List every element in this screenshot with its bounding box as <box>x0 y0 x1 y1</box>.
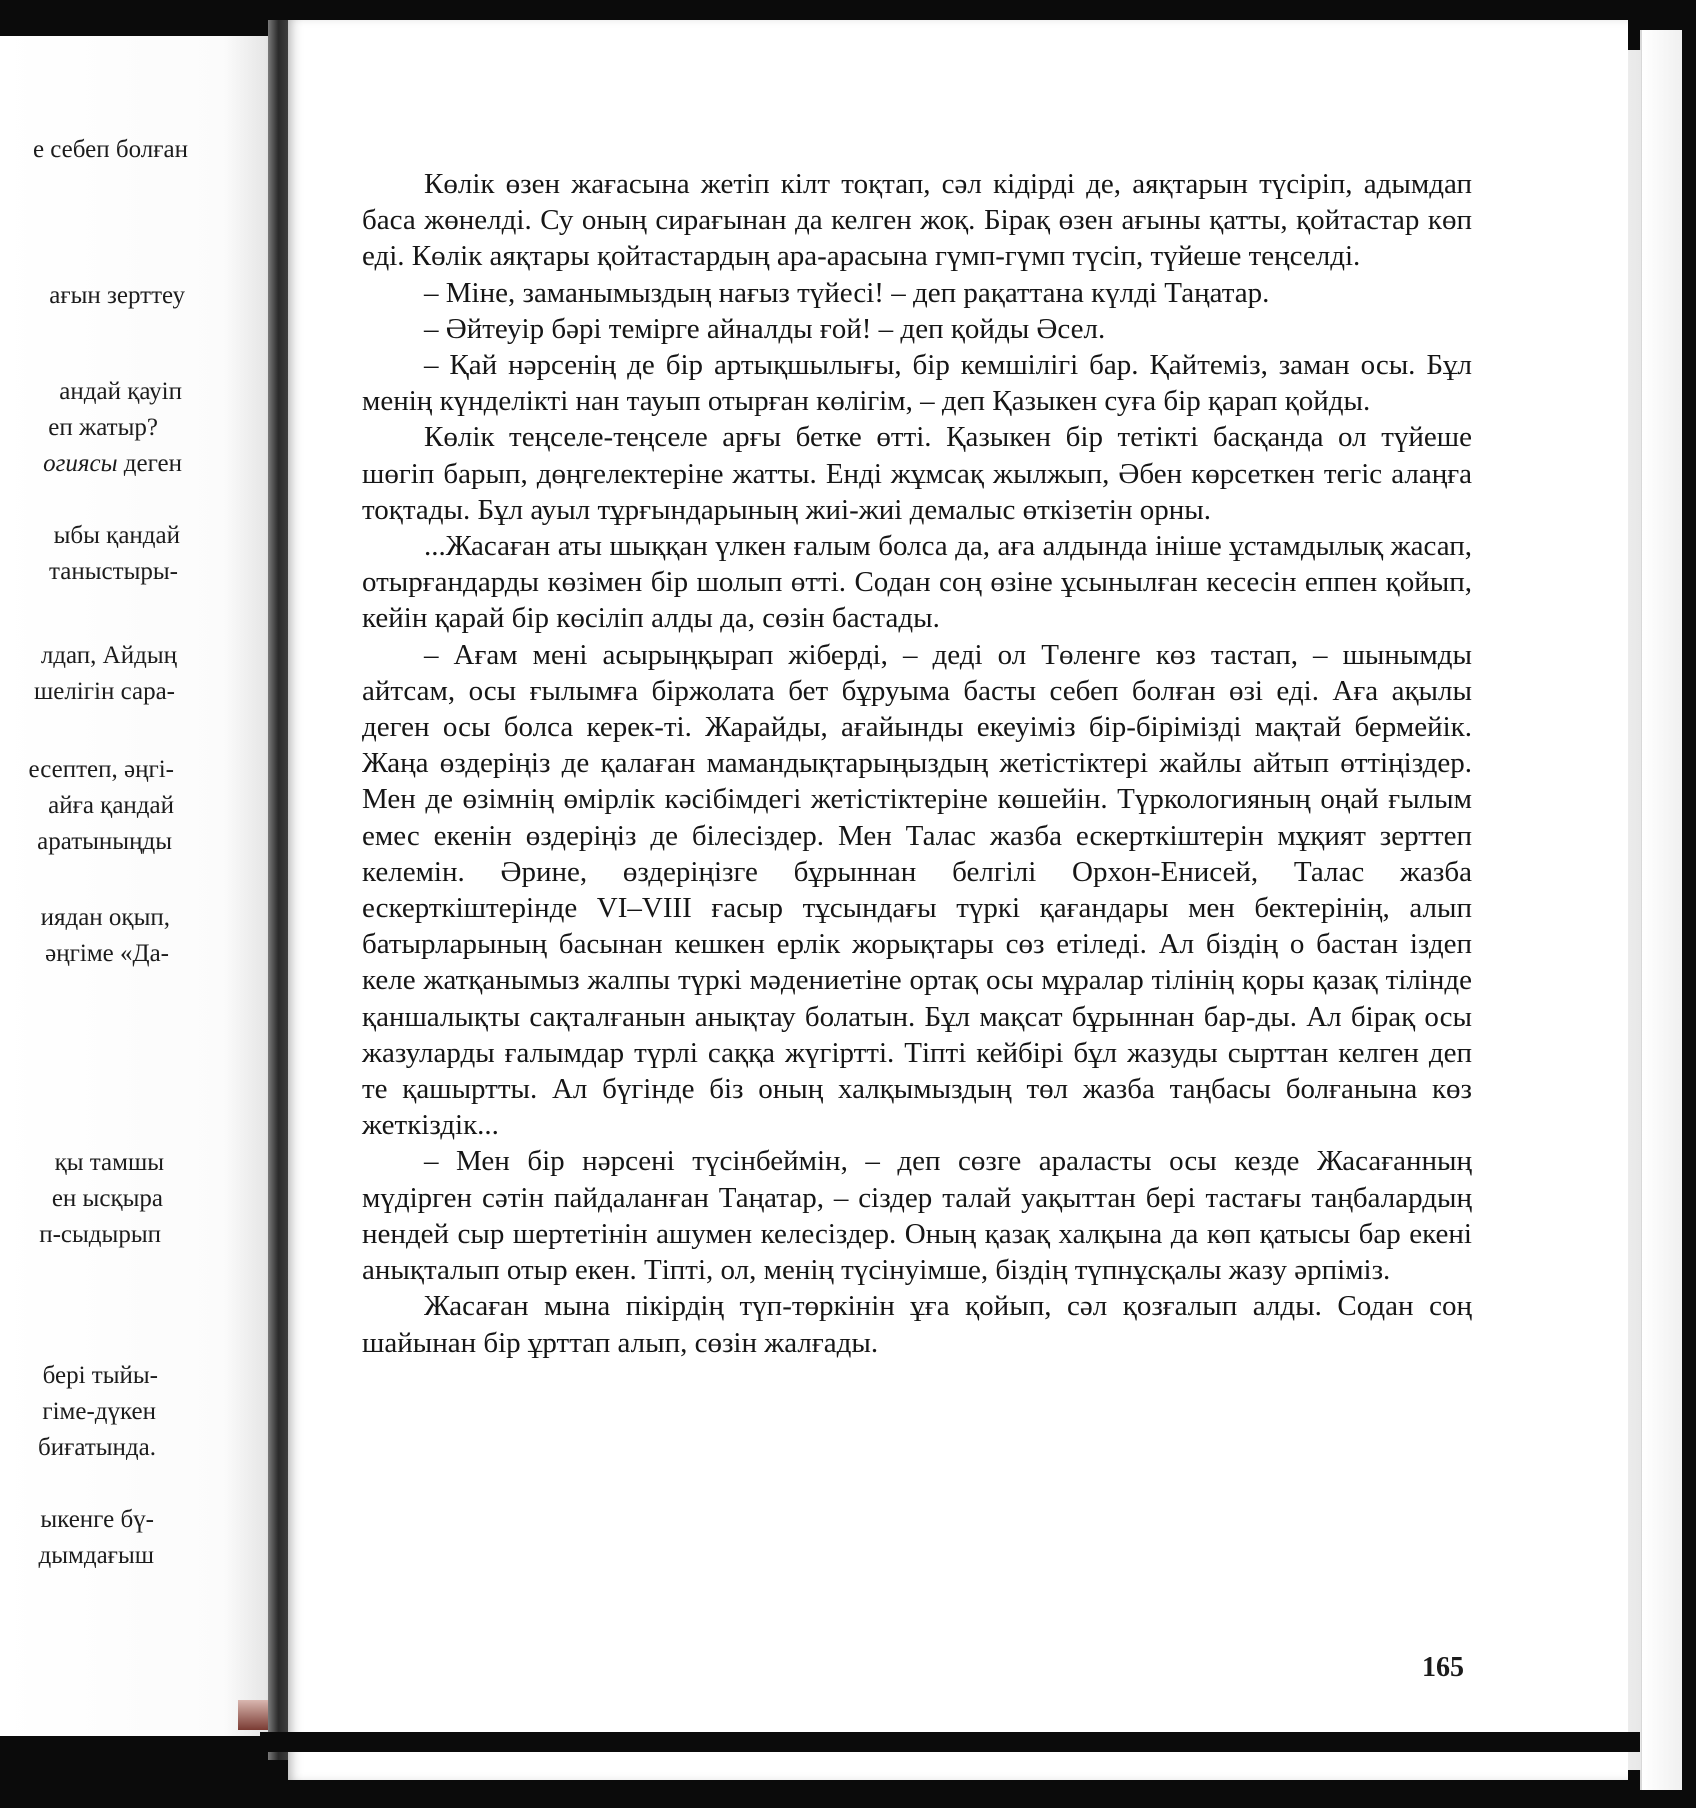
paragraph: – Мен бір нәрсені түсінбеймін, – деп сөзге араласты осы кезде Жасағанның мүдірген сәтін пайдаланған Таңатар, – сіздер талай уақыттан бері тастағы таңбалардың нендей сыр шертетінін ашумен келесіздер. Оның қазақ халқына да көп қатысы бар екені анықталып отыр екен. Тіпті, ол, менің түсінуімше, біздің түпнұсқалы жазу әрпіміз. <box>362 1145 1472 1287</box>
left-page-line: қы тамшы <box>54 1149 164 1176</box>
left-page-line: гіме-дүкен <box>42 1398 156 1425</box>
left-page-line: огиясы деген <box>43 450 182 477</box>
left-page <box>0 36 280 1736</box>
paragraph: Көлік теңселе-теңселе арғы бетке өтті. Қазыкен бір тетікті басқанда ол түйеше шөгіп барып, дөңгелектеріне жатты. Енді жұмсақ жылжып, Әбен көрсеткен тегіс алаңға тоқтады. Бұл ауыл тұрғындарының жиі-жиі демалыс өткізетін орны. <box>362 421 1472 526</box>
left-page-line: иядан оқып, <box>40 904 170 931</box>
paragraph: Жасаған мына пікірдің түп-төркінін ұға қойып, сәл қозғалып алды. Содан соң шайынан бір ұрттап алып, сөзін жалғады. <box>362 1290 1472 1359</box>
left-page-line: аратыныңды <box>37 828 172 855</box>
paragraph: – Қай нәрсенің де бір артықшылығы, бір кемшілігі бар. Қайтеміз, заман осы. Бұл менің күнделікті нан тауып отырған көлігім, – деп Қазыкен суға бір қарап қойды. <box>362 349 1472 418</box>
left-page-line: е себеп болған <box>32 136 188 163</box>
body-text <box>362 166 1472 1361</box>
left-page-line: биғатында. <box>38 1434 156 1461</box>
left-page-line: бері тыйы- <box>42 1362 158 1389</box>
paragraph: ...Жасаған аты шыққан үлкен ғалым болса да, аға алдында ініше ұстамдылық жасап, отырғандарды көзімен бір шолып өтті. Содан соң өзіне ұсынылған кесесін еппен қойып, кейін қарай бір көсіліп алды да, сөзін бастады. <box>362 530 1472 635</box>
left-page-line: лдап, Айдың <box>40 642 177 669</box>
left-page-line: п-сыдырып <box>39 1221 161 1248</box>
left-page-line: андай қауіп <box>59 378 182 405</box>
left-page-line: шелігін сара- <box>33 678 175 705</box>
paragraph: – Әйтеуір бәрі темірге айналды ғой! – деп қойды Әсел. <box>424 312 1106 345</box>
left-page-line: ыбы қандай <box>53 522 180 549</box>
left-page-line: дымдағыш <box>38 1542 154 1569</box>
left-page-line: таныстыры- <box>49 558 178 585</box>
left-page-line: есептеп, әңгі- <box>28 756 174 783</box>
left-page-line: еп жатыр? <box>48 414 158 441</box>
left-page-line: ен ысқыра <box>51 1185 163 1212</box>
paragraph: Көлік өзен жағасына жетіп кілт тоқтап, сәл кідірді де, аяқтарын түсіріп, адымдап баса жөнелді. Су оның сирағынан да келген жоқ. Бірақ өзен ағыны қатты, қойтастар көп еді. Көлік аяқтары қойтастардың ара-арасына гүмп-гүмп түсіп, түйеше теңселді. <box>362 168 1472 273</box>
page-bottom-shadow <box>260 1732 1640 1752</box>
left-page-line: ағын зерттеу <box>49 282 185 309</box>
paragraph: – Ағам мені асырыңқырап жіберді, – деді ол Төленге көз тастап, – шынымды айтсам, осы ғылымға біржолата бет бұруыма басты себеп болған өзі еді. Аға ақылы деген осы болса керек-ті. Жарайды, ағайынды екеуіміз бір-бірімізді мақтай бермейік. Жаңа өздеріңіз де қалаған мамандықтарыңыздың жетістіктері жайлы айтып өттіңіздер. Мен де өзімнің өмірлік кәсібімдегі жетістіктеріне көшейін. Түркологияның оңай ғылым емес екенін өздеріңіз де білесіздер. Мен Талас жазба ескерткіштерін мұқият зерттеп келемін. Әрине, өздеріңізге бұрыннан белгілі Орхон-Енисей, Талас жазба ескерткіштерінде VI–VIII ғасыр тұсындағы түркі қағандары мен бектерінің, алып батырларының басынан кешкен ерлік жорықтары сөз етіледі. Ал біздің о бастан іздеп келе жатқанымыз жалпы түркі мәдениетіне ортақ осы мұралар тілінің қоры қазақ тілінде қаншалықты сақталғанын анықтау болатын. Бұл мақсат бұрыннан бар-ды. Ал бірақ осы жазуларды ғалымдар түрлі саққа жүгіртті. Тіпті кейбірі бұл жазуды сырттан келген деп те қашыртты. Ал бүгінде біз оның халқымыздың төл жазба таңбасы болғанына көз жеткіздік... <box>362 638 1472 1142</box>
left-page-line: ыкенге бү- <box>40 1506 154 1533</box>
page-number: 165 <box>1422 1652 1464 1683</box>
left-page-line: әңгіме «Да- <box>45 940 169 967</box>
left-page-text <box>0 36 280 1736</box>
left-page-line: айға қандай <box>48 792 174 819</box>
paragraph: – Міне, заманымыздың нағыз түйесі! – деп рақаттана күлді Таңатар. <box>424 276 1270 309</box>
book-cover-edge <box>1640 30 1682 1790</box>
